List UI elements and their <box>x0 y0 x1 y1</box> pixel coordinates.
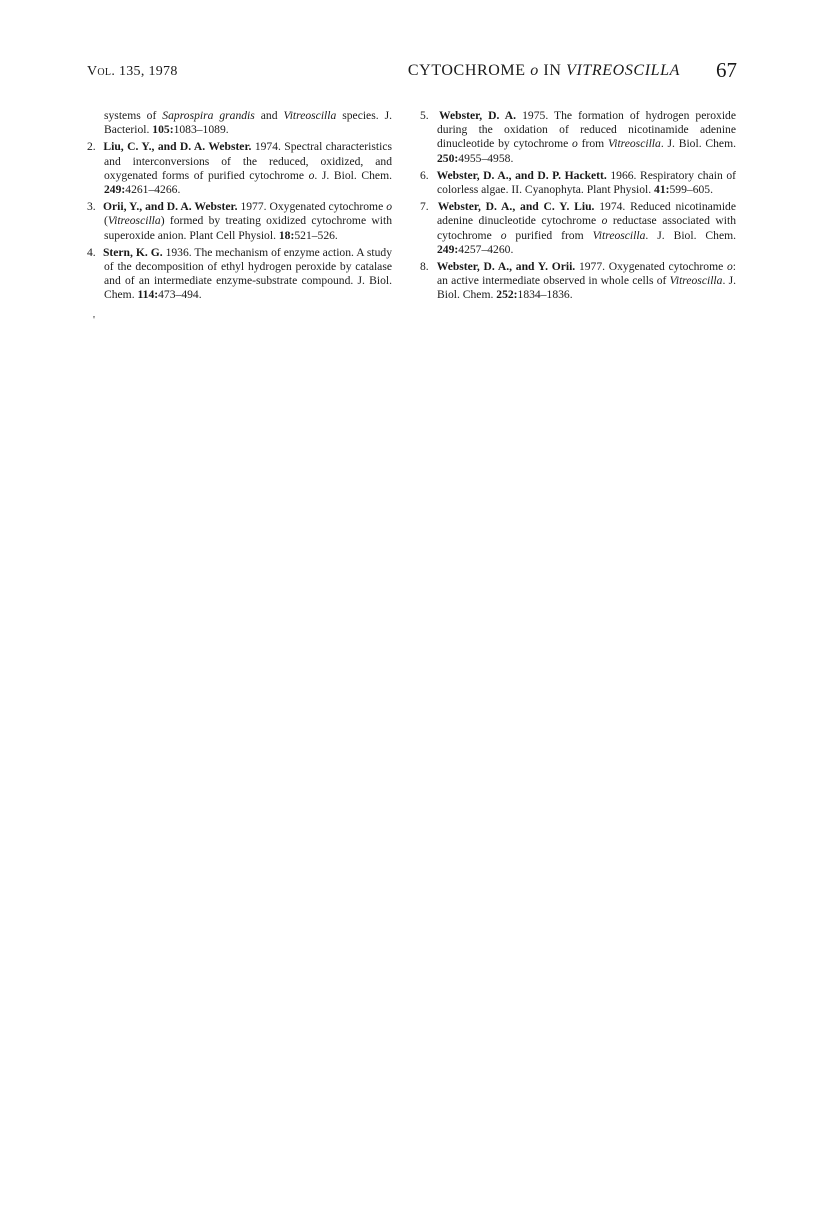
reference-5: 5. Webster, D. A. 1975. The formation of hydrogen peroxide during the oxidation of reduced nicotinamide adenine dinucleotide by cytochrome o from Vitreoscilla. J. Biol. Chem. 250:4955–4958. <box>420 109 736 165</box>
stray-mark: ' <box>93 314 95 326</box>
page-number: 67 <box>716 58 737 82</box>
page-header <box>87 58 737 88</box>
volume-label: Vol. 135, 1978 <box>87 64 178 79</box>
reference-4: 4. Stern, K. G. 1936. The mechanism of enzyme action. A study of the decomposition of ethyl hydrogen peroxide by catalase and of an intermediate enzyme-substrate compound. J. Biol. Chem. 114:473–494. <box>87 245 393 302</box>
reference-8: 8. Webster, D. A., and Y. Orii. 1977. Oxygenated cytochrome o: an active intermediate observed in whole cells of Vitreoscilla. J. Biol. Chem. 252:1834–1836. <box>420 260 737 302</box>
reference-6: 6. Webster, D. A., and D. P. Hackett. 1966. Respiratory chain of colorless algae. II. Cyanophyta. Plant Physiol. 41:599–605. <box>420 168 736 197</box>
reference-3: 3. Orii, Y., and D. A. Webster. 1977. Oxygenated cytochrome o (Vitreoscilla) formed by treating oxidized cytochrome with superoxide anion. Plant Cell Physiol. 18:521–526. <box>87 200 392 242</box>
reference-2: 2. Liu, C. Y., and D. A. Webster. 1974. Spectral characteristics and interconversions of the reduced, oxidized, and oxygenated forms of purified cytochrome o. J. Biol. Chem. 249:4261–4266. <box>87 140 392 197</box>
references-right-column <box>420 109 736 306</box>
running-title: CYTOCHROME o IN VITREOSCILLA <box>407 62 680 79</box>
reference-1-continuation: systems of Saprospira grandis and Vitreoscilla species. J. Bacteriol. 105:1083–1089. <box>104 109 392 137</box>
reference-7: 7. Webster, D. A., and C. Y. Liu. 1974. Reduced nicotinamide adenine dinucleotide cytochrome o reductase associated with cytochrome o purified from Vitreoscilla. J. Biol. Chem. 249:4257–4260. <box>420 200 737 256</box>
references-left-column <box>87 109 392 306</box>
